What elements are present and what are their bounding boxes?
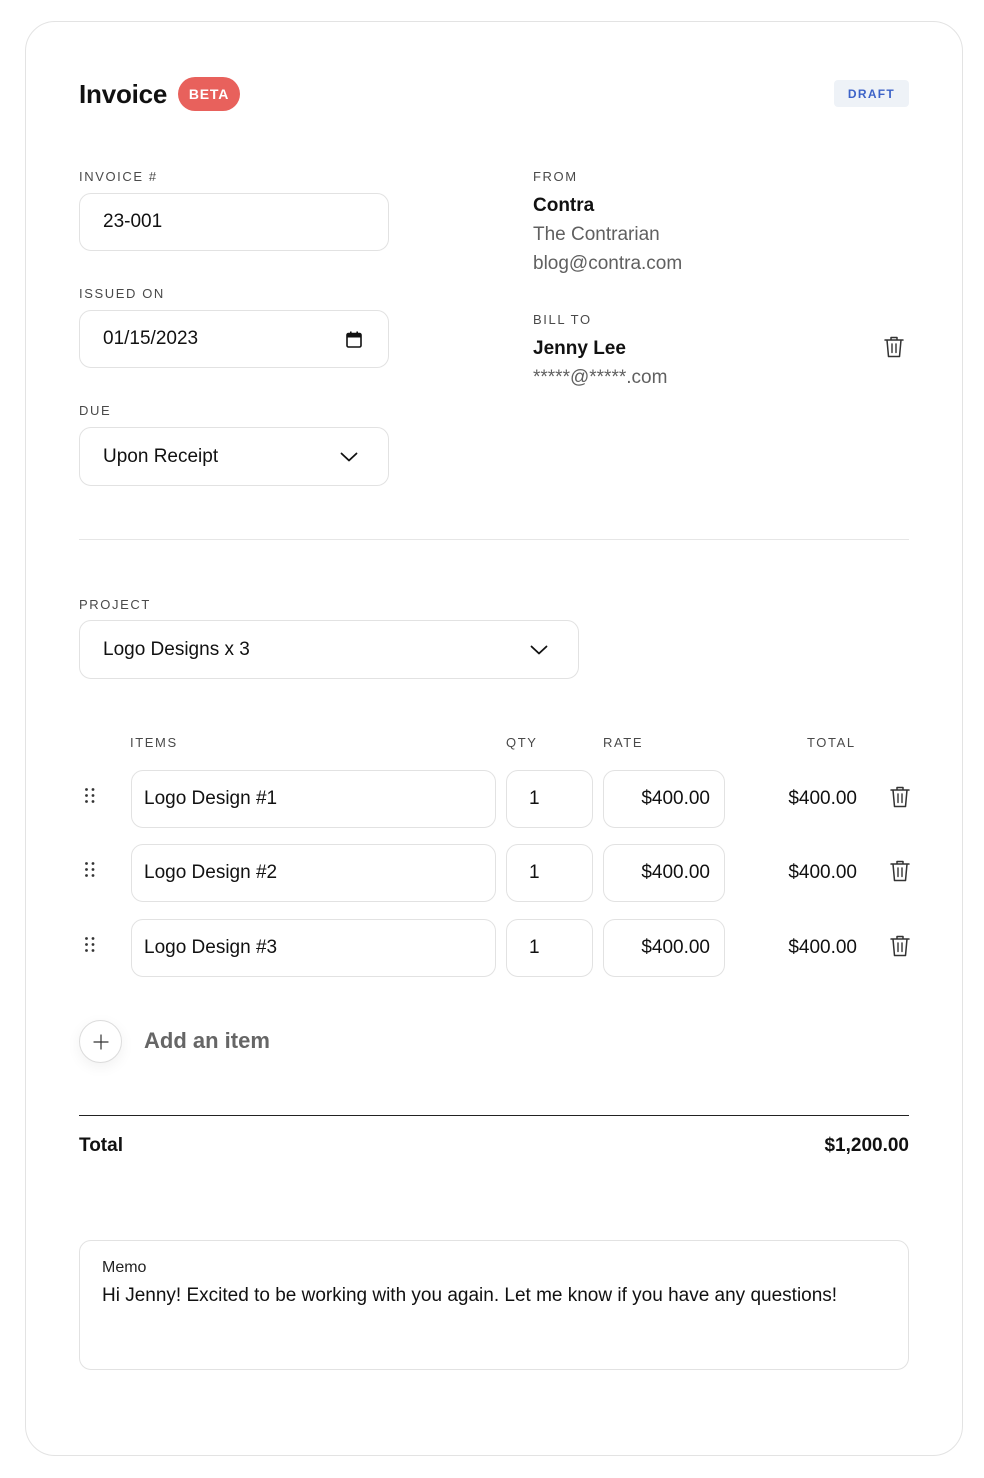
due-label: DUE — [79, 403, 112, 418]
item-rate-value: $400.00 — [641, 862, 710, 883]
add-item-button[interactable] — [79, 1020, 122, 1063]
item-rate-input[interactable] — [603, 770, 725, 828]
trash-icon — [889, 859, 911, 883]
plus-icon — [93, 1034, 109, 1050]
item-qty-input[interactable] — [506, 919, 593, 977]
column-header-qty: QTY — [506, 735, 538, 750]
item-rate-input[interactable] — [603, 844, 725, 902]
item-qty-input[interactable] — [506, 770, 593, 828]
memo-label: Memo — [102, 1259, 147, 1276]
from-email: blog@contra.com — [533, 253, 683, 274]
item-name-value: Logo Design #1 — [144, 788, 278, 809]
issued-on-label: ISSUED ON — [79, 286, 165, 301]
bill-to-name: Jenny Lee — [533, 338, 626, 359]
page-title: Invoice — [79, 79, 168, 109]
issued-on-value: 01/15/2023 — [103, 328, 199, 349]
issued-on-date-input[interactable] — [79, 310, 389, 368]
chevron-down-icon — [340, 452, 358, 462]
drag-handle-icon[interactable] — [84, 936, 96, 954]
item-name-value: Logo Design #3 — [144, 937, 278, 958]
item-qty-value: 1 — [529, 862, 540, 883]
memo-textarea[interactable] — [79, 1240, 909, 1370]
section-divider — [79, 539, 909, 540]
add-item-label[interactable]: Add an item — [144, 1028, 270, 1053]
total-divider — [79, 1115, 909, 1116]
item-qty-input[interactable] — [506, 844, 593, 902]
due-select[interactable] — [79, 427, 389, 486]
item-name-value: Logo Design #2 — [144, 862, 278, 883]
item-total: $400.00 — [788, 788, 857, 809]
item-name-input[interactable] — [131, 770, 496, 828]
invoice-number-input[interactable] — [79, 193, 389, 251]
from-name: Contra — [533, 195, 595, 216]
delete-item-button[interactable] — [889, 785, 911, 809]
column-header-total: TOTAL — [807, 735, 856, 750]
trash-icon — [883, 335, 905, 359]
total-value: $1,200.00 — [824, 1135, 909, 1156]
status-badge: DRAFT — [834, 80, 909, 107]
total-label: Total — [79, 1135, 123, 1156]
item-qty-value: 1 — [529, 788, 540, 809]
bill-to-label: BILL TO — [533, 312, 592, 327]
trash-icon — [889, 785, 911, 809]
project-select[interactable] — [79, 620, 579, 679]
invoice-number-label: INVOICE # — [79, 169, 158, 184]
invoice-number-value: 23-001 — [103, 211, 163, 232]
due-value: Upon Receipt — [103, 445, 219, 467]
calendar-icon[interactable] — [346, 331, 362, 348]
item-total: $400.00 — [788, 937, 857, 958]
from-company: The Contrarian — [533, 224, 660, 245]
item-name-input[interactable] — [131, 844, 496, 902]
memo-text: Hi Jenny! Excited to be working with you again. Let me know if you have any questions! — [102, 1285, 838, 1306]
item-qty-value: 1 — [529, 937, 540, 958]
item-name-input[interactable] — [131, 919, 496, 977]
drag-handle-icon[interactable] — [84, 787, 96, 805]
column-header-rate: RATE — [603, 735, 644, 750]
beta-badge: BETA — [178, 77, 240, 111]
project-value: Logo Designs x 3 — [103, 638, 250, 660]
trash-icon — [889, 934, 911, 958]
project-label: PROJECT — [79, 597, 151, 612]
delete-item-button[interactable] — [889, 934, 911, 958]
item-total: $400.00 — [788, 862, 857, 883]
item-rate-value: $400.00 — [641, 937, 710, 958]
item-rate-value: $400.00 — [641, 788, 710, 809]
remove-client-button[interactable] — [883, 335, 905, 359]
from-label: FROM — [533, 169, 578, 184]
chevron-down-icon — [530, 645, 548, 655]
column-header-items: ITEMS — [130, 735, 178, 750]
drag-handle-icon[interactable] — [84, 861, 96, 879]
bill-to-email: *****@*****.com — [533, 367, 668, 388]
delete-item-button[interactable] — [889, 859, 911, 883]
item-rate-input[interactable] — [603, 919, 725, 977]
